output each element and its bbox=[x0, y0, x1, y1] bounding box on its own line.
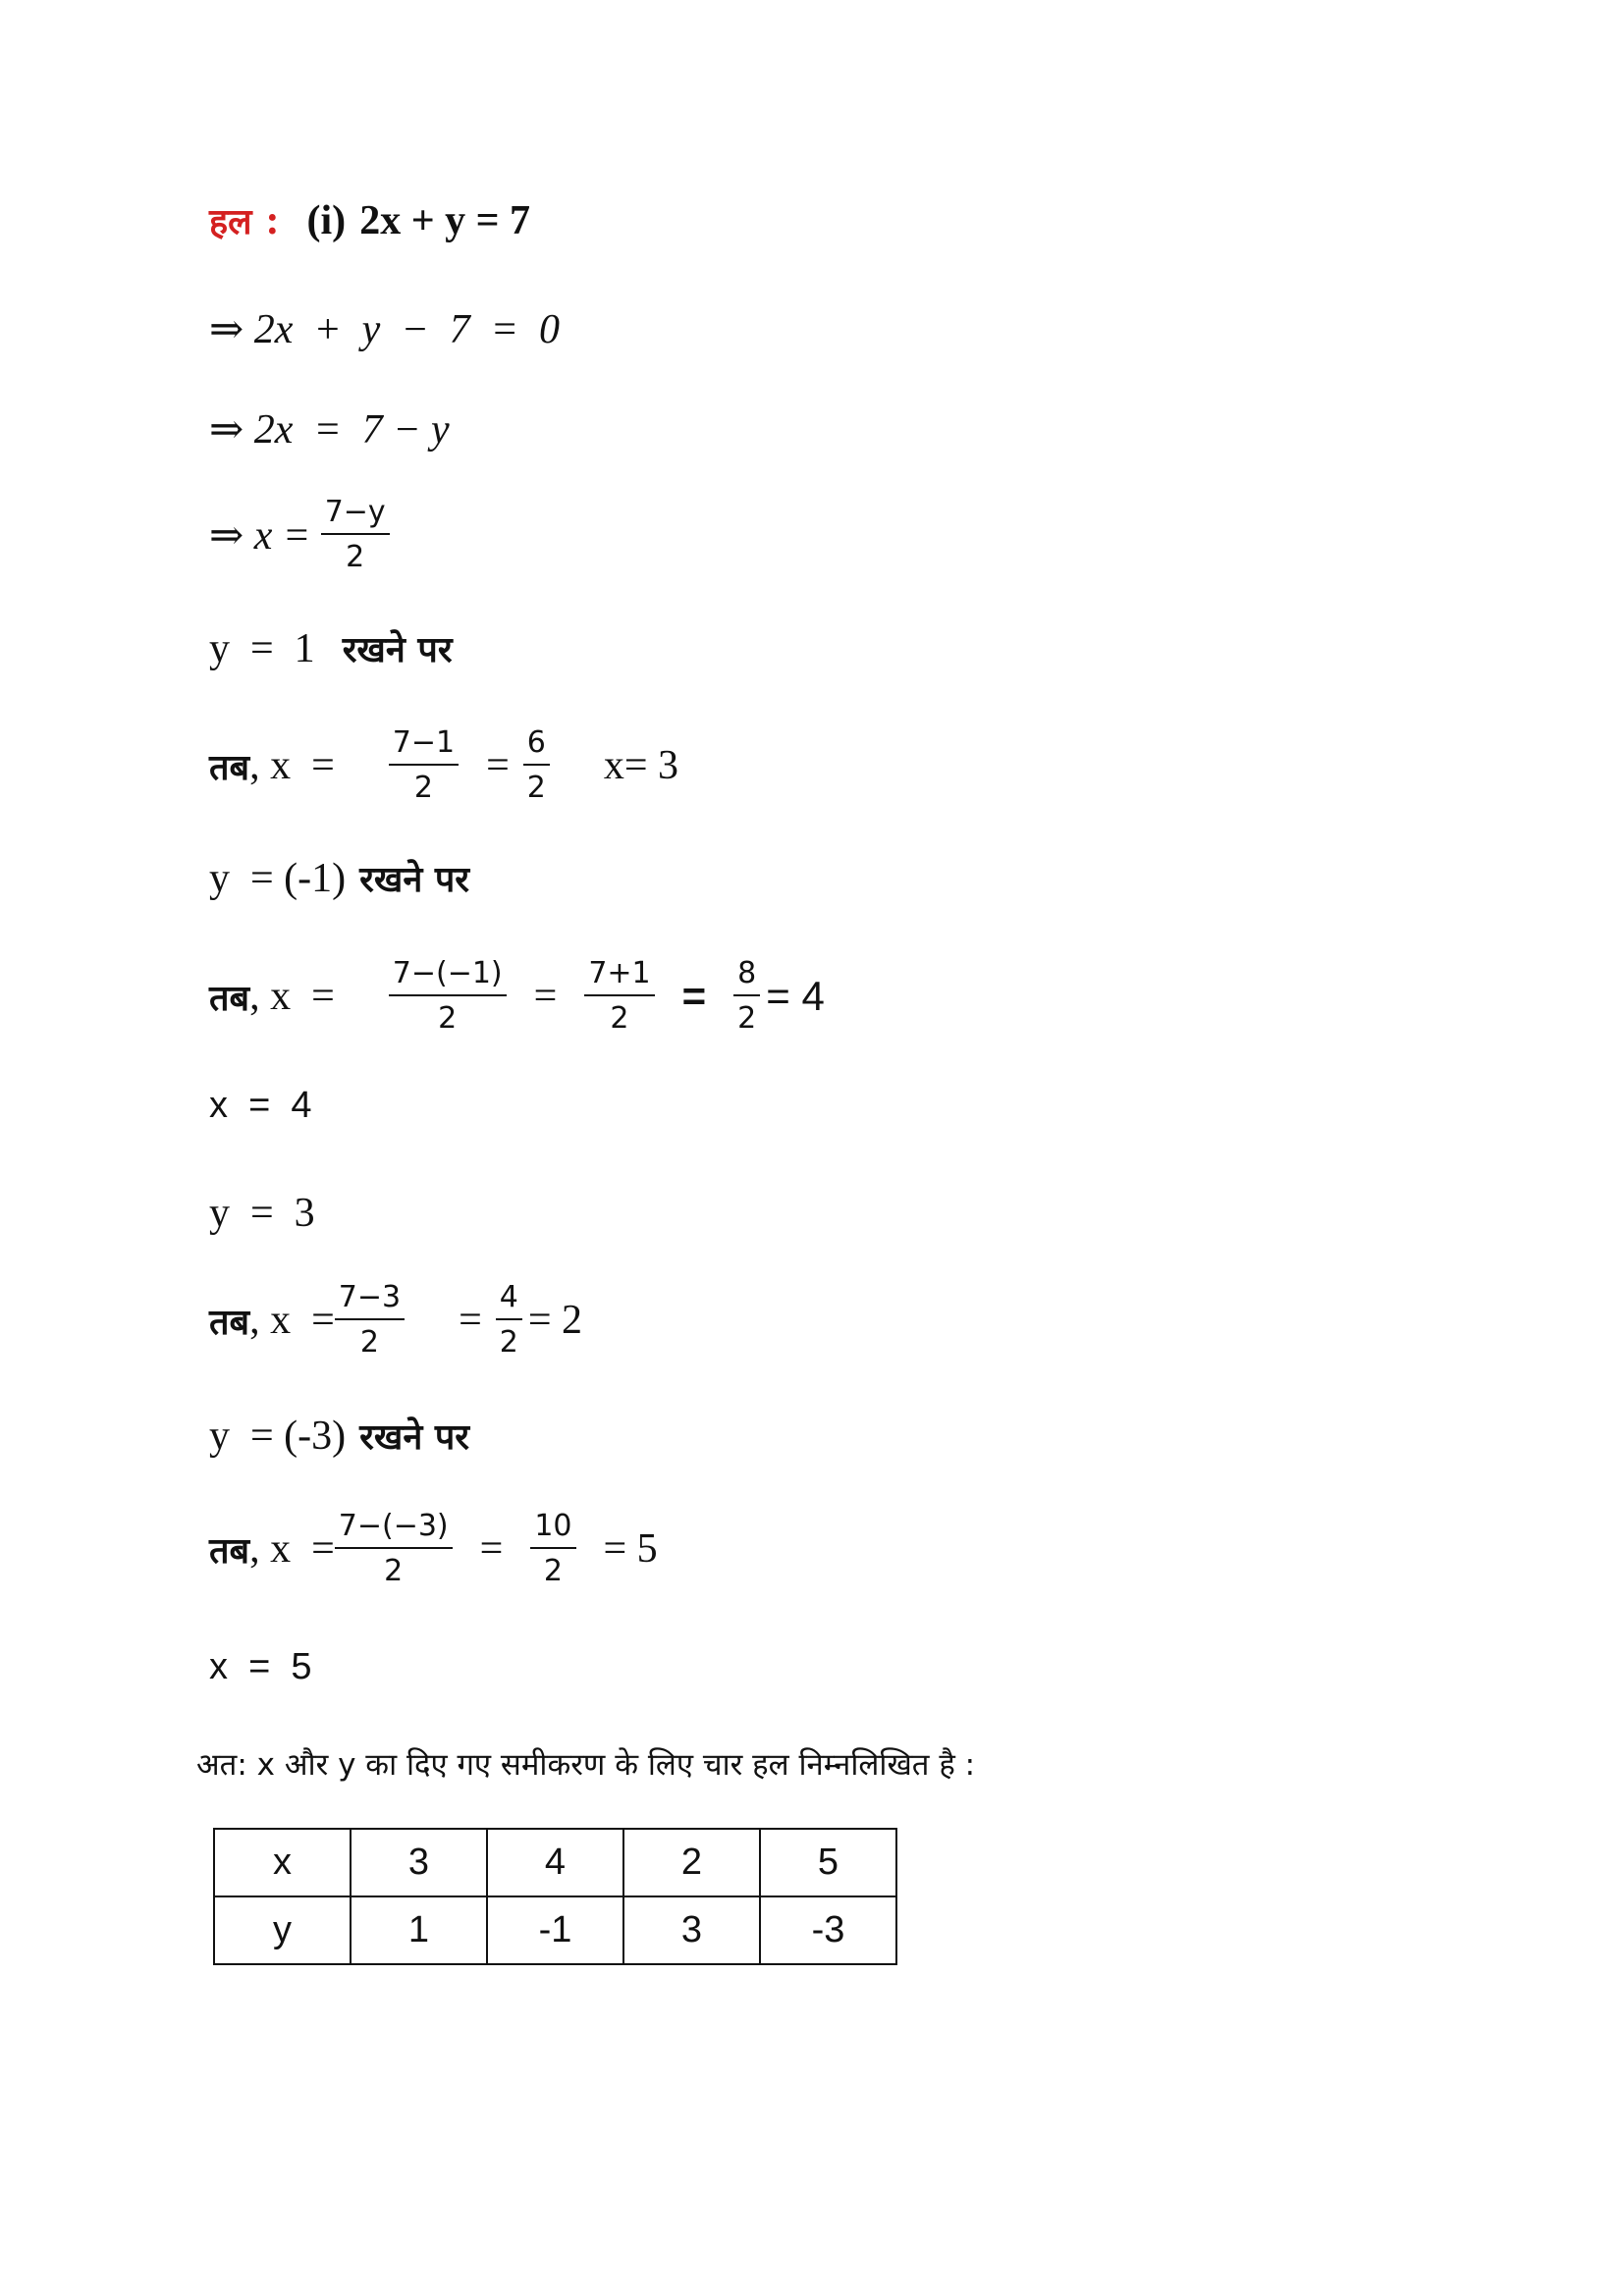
case-2-fraction-3 bbox=[733, 957, 760, 1036]
case-2-substitution bbox=[209, 854, 469, 902]
solution-heading bbox=[209, 196, 530, 244]
fraction-denominator: 2 bbox=[359, 1324, 379, 1360]
heading-colon: : bbox=[265, 197, 280, 243]
then-label: तब bbox=[209, 978, 250, 1019]
x-equals: , x = bbox=[249, 1526, 335, 1572]
step-3-fraction bbox=[321, 496, 390, 574]
step-1-text: ⇒ 2x + y − 7 = 0 bbox=[209, 307, 560, 352]
equals-sign: = bbox=[681, 973, 707, 1019]
table-row-x bbox=[214, 1829, 896, 1896]
equals-sign: = bbox=[533, 974, 558, 1019]
case-1-calculation bbox=[209, 726, 678, 805]
case-1-substitution bbox=[209, 624, 453, 672]
fraction-denominator: 2 bbox=[499, 1324, 518, 1360]
table-cell: 4 bbox=[487, 1829, 623, 1896]
step-2-text: ⇒ 2x = 7 − y bbox=[209, 407, 450, 453]
fraction-denominator: 2 bbox=[438, 1000, 458, 1036]
step-3-lhs: ⇒ x = bbox=[209, 513, 321, 559]
case-2-fraction-1 bbox=[389, 957, 507, 1036]
solutions-table bbox=[213, 1828, 897, 1965]
case-4-substitution bbox=[209, 1412, 469, 1460]
table-cell: 5 bbox=[760, 1829, 896, 1896]
then-label: तब bbox=[209, 1302, 250, 1343]
case-4-value: y = (-3) bbox=[209, 1413, 347, 1459]
table-cell: 3 bbox=[351, 1829, 487, 1896]
case-1-fraction-2 bbox=[523, 726, 550, 805]
part-label: (i) bbox=[306, 197, 347, 243]
case-2-result-text: x = 4 bbox=[209, 1085, 312, 1126]
table-cell: 1 bbox=[351, 1896, 487, 1964]
x-equals: , x = bbox=[249, 1298, 335, 1343]
fraction-numerator: 8 bbox=[733, 957, 760, 996]
x-equals: , x = bbox=[249, 743, 335, 788]
table-cell: -1 bbox=[487, 1896, 623, 1964]
case-4-result bbox=[209, 1646, 312, 1688]
case-4-fraction-2 bbox=[530, 1510, 575, 1588]
equals-sign: = bbox=[486, 743, 510, 788]
case-2-fraction-2 bbox=[584, 957, 654, 1036]
case-2-result bbox=[209, 1085, 312, 1127]
fraction-denominator: 2 bbox=[413, 770, 433, 805]
fraction-denominator: 2 bbox=[543, 1553, 563, 1588]
table-cell: x bbox=[214, 1829, 351, 1896]
fraction-denominator: 2 bbox=[526, 770, 546, 805]
case-2-text: रखने पर bbox=[359, 860, 470, 900]
case-4-text: रखने पर bbox=[359, 1417, 470, 1458]
case-3-fraction-2 bbox=[496, 1281, 522, 1360]
case-2-calculation bbox=[209, 957, 825, 1036]
table-cell: 3 bbox=[623, 1896, 760, 1964]
case-2-tail: = 4 bbox=[766, 973, 825, 1019]
case-3-fraction-1 bbox=[335, 1281, 405, 1360]
case-1-text: रखने पर bbox=[342, 630, 453, 670]
fraction-numerator: 7−(−1) bbox=[389, 957, 507, 996]
then-label: तब bbox=[209, 747, 250, 788]
fraction-numerator: 7−(−3) bbox=[335, 1510, 453, 1549]
case-3-value: y = 3 bbox=[209, 1191, 315, 1236]
fraction-numerator: 7+1 bbox=[584, 957, 654, 996]
solution-label: हल bbox=[209, 202, 252, 242]
case-1-result: x= 3 bbox=[603, 743, 679, 788]
case-4-result-text: x = 5 bbox=[209, 1646, 312, 1687]
then-label: तब bbox=[209, 1530, 250, 1572]
fraction-numerator: 7−y bbox=[321, 496, 390, 535]
equals-sign: = bbox=[479, 1526, 504, 1572]
fraction-denominator: 2 bbox=[737, 1000, 757, 1036]
conclusion-text: अत: x और y का दिए गए समीकरण के लिए चार हल निम्नलिखित है : bbox=[196, 1747, 976, 1783]
case-2-value: y = (-1) bbox=[209, 855, 347, 901]
case-3-calculation bbox=[209, 1281, 582, 1360]
step-3 bbox=[209, 496, 390, 574]
case-3-substitution bbox=[209, 1190, 315, 1237]
case-4-calculation bbox=[209, 1510, 658, 1588]
table-cell: 2 bbox=[623, 1829, 760, 1896]
fraction-denominator: 2 bbox=[346, 539, 365, 574]
given-equation: 2x + y = 7 bbox=[359, 197, 531, 243]
table-row-y bbox=[214, 1896, 896, 1964]
equals-sign: = bbox=[459, 1298, 482, 1343]
fraction-denominator: 2 bbox=[610, 1000, 629, 1036]
fraction-numerator: 6 bbox=[523, 726, 550, 766]
fraction-numerator: 7−3 bbox=[335, 1281, 405, 1320]
case-3-tail: = 2 bbox=[527, 1298, 583, 1343]
fraction-numerator: 7−1 bbox=[389, 726, 459, 766]
case-4-fraction-1 bbox=[335, 1510, 453, 1588]
case-4-tail: = 5 bbox=[603, 1526, 658, 1572]
case-1-fraction-1 bbox=[389, 726, 459, 805]
table-cell: -3 bbox=[760, 1896, 896, 1964]
step-1 bbox=[209, 304, 560, 353]
fraction-numerator: 4 bbox=[496, 1281, 522, 1320]
fraction-denominator: 2 bbox=[384, 1553, 404, 1588]
fraction-numerator: 10 bbox=[530, 1510, 575, 1549]
x-equals: , x = bbox=[249, 974, 335, 1019]
table-cell: y bbox=[214, 1896, 351, 1964]
case-1-value: y = 1 bbox=[209, 625, 315, 671]
step-2 bbox=[209, 404, 450, 454]
